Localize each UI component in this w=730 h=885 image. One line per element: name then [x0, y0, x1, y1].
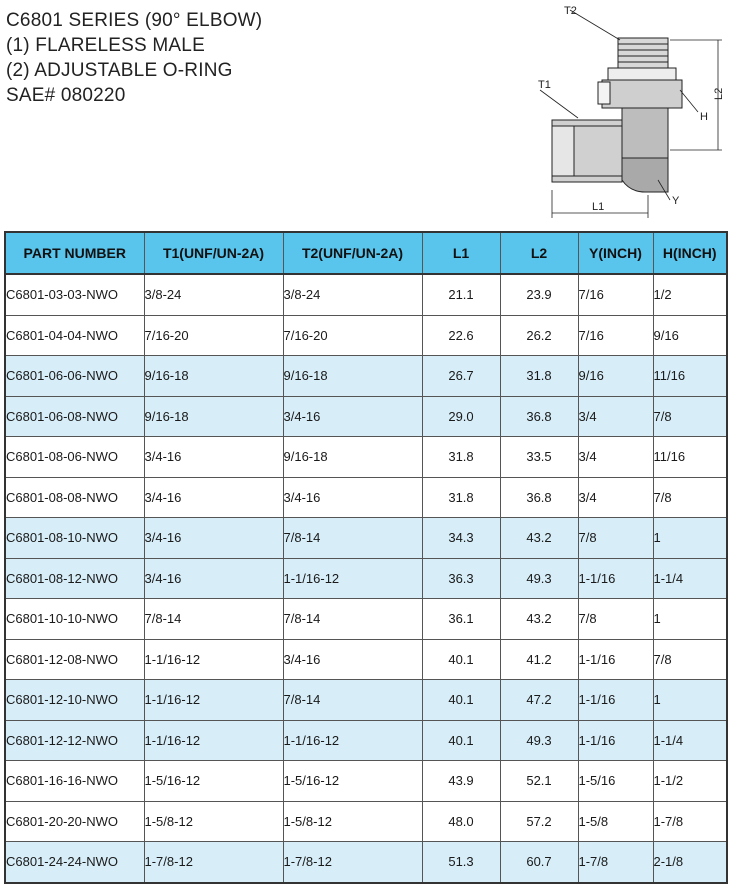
t2-cell: 1-5/16-12 — [283, 761, 422, 802]
h-cell: 1-1/4 — [653, 720, 727, 761]
l2-cell: 41.2 — [500, 639, 578, 680]
table-row — [5, 518, 727, 559]
l1-cell: 22.6 — [422, 315, 500, 356]
y-cell: 7/8 — [578, 518, 653, 559]
table-row — [5, 599, 727, 640]
part-number-cell: C6801-08-12-NWO — [5, 558, 144, 599]
l1-cell: 40.1 — [422, 680, 500, 721]
h-cell: 7/8 — [653, 396, 727, 437]
part-number-cell: C6801-12-08-NWO — [5, 639, 144, 680]
feature-line-2: (2) ADJUSTABLE O-RING — [6, 60, 233, 81]
h-cell: 9/16 — [653, 315, 727, 356]
label-t1: T1 — [538, 79, 551, 91]
y-cell: 1-1/16 — [578, 558, 653, 599]
l1-cell: 31.8 — [422, 477, 500, 518]
part-number-cell: C6801-12-10-NWO — [5, 680, 144, 721]
part-number-cell: C6801-16-16-NWO — [5, 761, 144, 802]
t1-cell: 3/4-16 — [144, 477, 283, 518]
t1-cell: 3/4-16 — [144, 437, 283, 478]
col-t2: T2(UNF/UN-2A) — [283, 232, 422, 274]
t2-cell: 7/8-14 — [283, 599, 422, 640]
t1-cell: 9/16-18 — [144, 396, 283, 437]
l1-cell: 40.1 — [422, 720, 500, 761]
h-cell: 1-1/2 — [653, 761, 727, 802]
t2-cell: 9/16-18 — [283, 356, 422, 397]
y-cell: 1-7/8 — [578, 842, 653, 883]
t1-cell: 1-5/16-12 — [144, 761, 283, 802]
elbow-fitting-diagram — [530, 0, 730, 225]
label-l2: L2 — [713, 87, 725, 100]
y-cell: 3/4 — [578, 437, 653, 478]
t2-cell: 7/8-14 — [283, 518, 422, 559]
table-row — [5, 437, 727, 478]
part-number-cell: C6801-04-04-NWO — [5, 315, 144, 356]
l1-cell: 34.3 — [422, 518, 500, 559]
y-cell: 3/4 — [578, 396, 653, 437]
part-number-cell: C6801-06-08-NWO — [5, 396, 144, 437]
l2-cell: 33.5 — [500, 437, 578, 478]
h-cell: 1 — [653, 680, 727, 721]
l2-cell: 49.3 — [500, 720, 578, 761]
part-number-cell: C6801-03-03-NWO — [5, 274, 144, 315]
spec-table-body — [5, 274, 727, 883]
y-cell: 1-1/16 — [578, 680, 653, 721]
page-header — [6, 8, 262, 108]
t1-cell: 1-7/8-12 — [144, 842, 283, 883]
y-cell: 7/8 — [578, 599, 653, 640]
t1-cell: 3/8-24 — [144, 274, 283, 315]
l1-cell: 26.7 — [422, 356, 500, 397]
part-number-cell: C6801-12-12-NWO — [5, 720, 144, 761]
l1-cell: 21.1 — [422, 274, 500, 315]
t2-cell: 3/4-16 — [283, 396, 422, 437]
y-cell: 7/16 — [578, 315, 653, 356]
y-cell: 7/16 — [578, 274, 653, 315]
t1-cell: 7/16-20 — [144, 315, 283, 356]
h-cell: 7/8 — [653, 477, 727, 518]
l1-cell: 43.9 — [422, 761, 500, 802]
t2-cell: 3/4-16 — [283, 639, 422, 680]
col-h: H(INCH) — [653, 232, 727, 274]
part-number-cell: C6801-08-06-NWO — [5, 437, 144, 478]
part-number-cell: C6801-08-10-NWO — [5, 518, 144, 559]
y-cell: 1-1/16 — [578, 720, 653, 761]
table-row — [5, 842, 727, 883]
h-cell: 7/8 — [653, 639, 727, 680]
t1-cell: 9/16-18 — [144, 356, 283, 397]
h-cell: 2-1/8 — [653, 842, 727, 883]
t1-cell: 1-1/16-12 — [144, 680, 283, 721]
part-number-cell: C6801-08-08-NWO — [5, 477, 144, 518]
t2-cell: 9/16-18 — [283, 437, 422, 478]
l2-cell: 57.2 — [500, 801, 578, 842]
table-row — [5, 396, 727, 437]
table-row — [5, 801, 727, 842]
h-cell: 1-7/8 — [653, 801, 727, 842]
part-number-cell: C6801-24-24-NWO — [5, 842, 144, 883]
y-cell: 1-5/8 — [578, 801, 653, 842]
table-header-row — [5, 232, 727, 274]
feature-line-1: (1) FLARELESS MALE — [6, 35, 205, 56]
h-cell: 1 — [653, 599, 727, 640]
t2-cell: 1-1/16-12 — [283, 720, 422, 761]
t1-cell: 7/8-14 — [144, 599, 283, 640]
t2-cell: 1-7/8-12 — [283, 842, 422, 883]
table-row — [5, 558, 727, 599]
table-row — [5, 761, 727, 802]
h-cell: 1-1/4 — [653, 558, 727, 599]
l2-cell: 52.1 — [500, 761, 578, 802]
l1-cell: 29.0 — [422, 396, 500, 437]
h-cell: 11/16 — [653, 356, 727, 397]
l2-cell: 26.2 — [500, 315, 578, 356]
l1-cell: 51.3 — [422, 842, 500, 883]
t2-cell: 3/8-24 — [283, 274, 422, 315]
y-cell: 1-1/16 — [578, 639, 653, 680]
y-cell: 3/4 — [578, 477, 653, 518]
l1-cell: 48.0 — [422, 801, 500, 842]
l1-cell: 40.1 — [422, 639, 500, 680]
h-cell: 11/16 — [653, 437, 727, 478]
l2-cell: 31.8 — [500, 356, 578, 397]
col-l2: L2 — [500, 232, 578, 274]
spec-table — [4, 231, 728, 884]
h-cell: 1 — [653, 518, 727, 559]
l1-cell: 31.8 — [422, 437, 500, 478]
t1-cell: 3/4-16 — [144, 518, 283, 559]
h-cell: 1/2 — [653, 274, 727, 315]
label-l1: L1 — [592, 201, 605, 213]
l2-cell: 43.2 — [500, 518, 578, 559]
t2-cell: 3/4-16 — [283, 477, 422, 518]
sae-number: SAE# 080220 — [6, 85, 126, 106]
table-row — [5, 274, 727, 315]
t1-cell: 1-5/8-12 — [144, 801, 283, 842]
l1-cell: 36.3 — [422, 558, 500, 599]
t2-cell: 7/8-14 — [283, 680, 422, 721]
t2-cell: 7/16-20 — [283, 315, 422, 356]
y-cell: 9/16 — [578, 356, 653, 397]
label-y: Y — [672, 195, 680, 207]
table-row — [5, 680, 727, 721]
table-row — [5, 356, 727, 397]
series-title: C6801 SERIES (90° ELBOW) — [6, 10, 263, 31]
t2-cell: 1-1/16-12 — [283, 558, 422, 599]
t1-cell: 3/4-16 — [144, 558, 283, 599]
col-t1: T1(UNF/UN-2A) — [144, 232, 283, 274]
l2-cell: 36.8 — [500, 396, 578, 437]
l2-cell: 60.7 — [500, 842, 578, 883]
t1-cell: 1-1/16-12 — [144, 639, 283, 680]
col-y: Y(INCH) — [578, 232, 653, 274]
l2-cell: 23.9 — [500, 274, 578, 315]
l2-cell: 49.3 — [500, 558, 578, 599]
part-number-cell: C6801-06-06-NWO — [5, 356, 144, 397]
t1-cell: 1-1/16-12 — [144, 720, 283, 761]
table-row — [5, 720, 727, 761]
l2-cell: 47.2 — [500, 680, 578, 721]
y-cell: 1-5/16 — [578, 761, 653, 802]
l1-cell: 36.1 — [422, 599, 500, 640]
col-l1: L1 — [422, 232, 500, 274]
table-row — [5, 315, 727, 356]
label-t2: T2 — [564, 5, 577, 17]
t2-cell: 1-5/8-12 — [283, 801, 422, 842]
l2-cell: 43.2 — [500, 599, 578, 640]
table-row — [5, 477, 727, 518]
col-part-number: PART NUMBER — [5, 232, 144, 274]
table-row — [5, 639, 727, 680]
l2-cell: 36.8 — [500, 477, 578, 518]
part-number-cell: C6801-20-20-NWO — [5, 801, 144, 842]
part-number-cell: C6801-10-10-NWO — [5, 599, 144, 640]
label-h: H — [700, 111, 708, 123]
